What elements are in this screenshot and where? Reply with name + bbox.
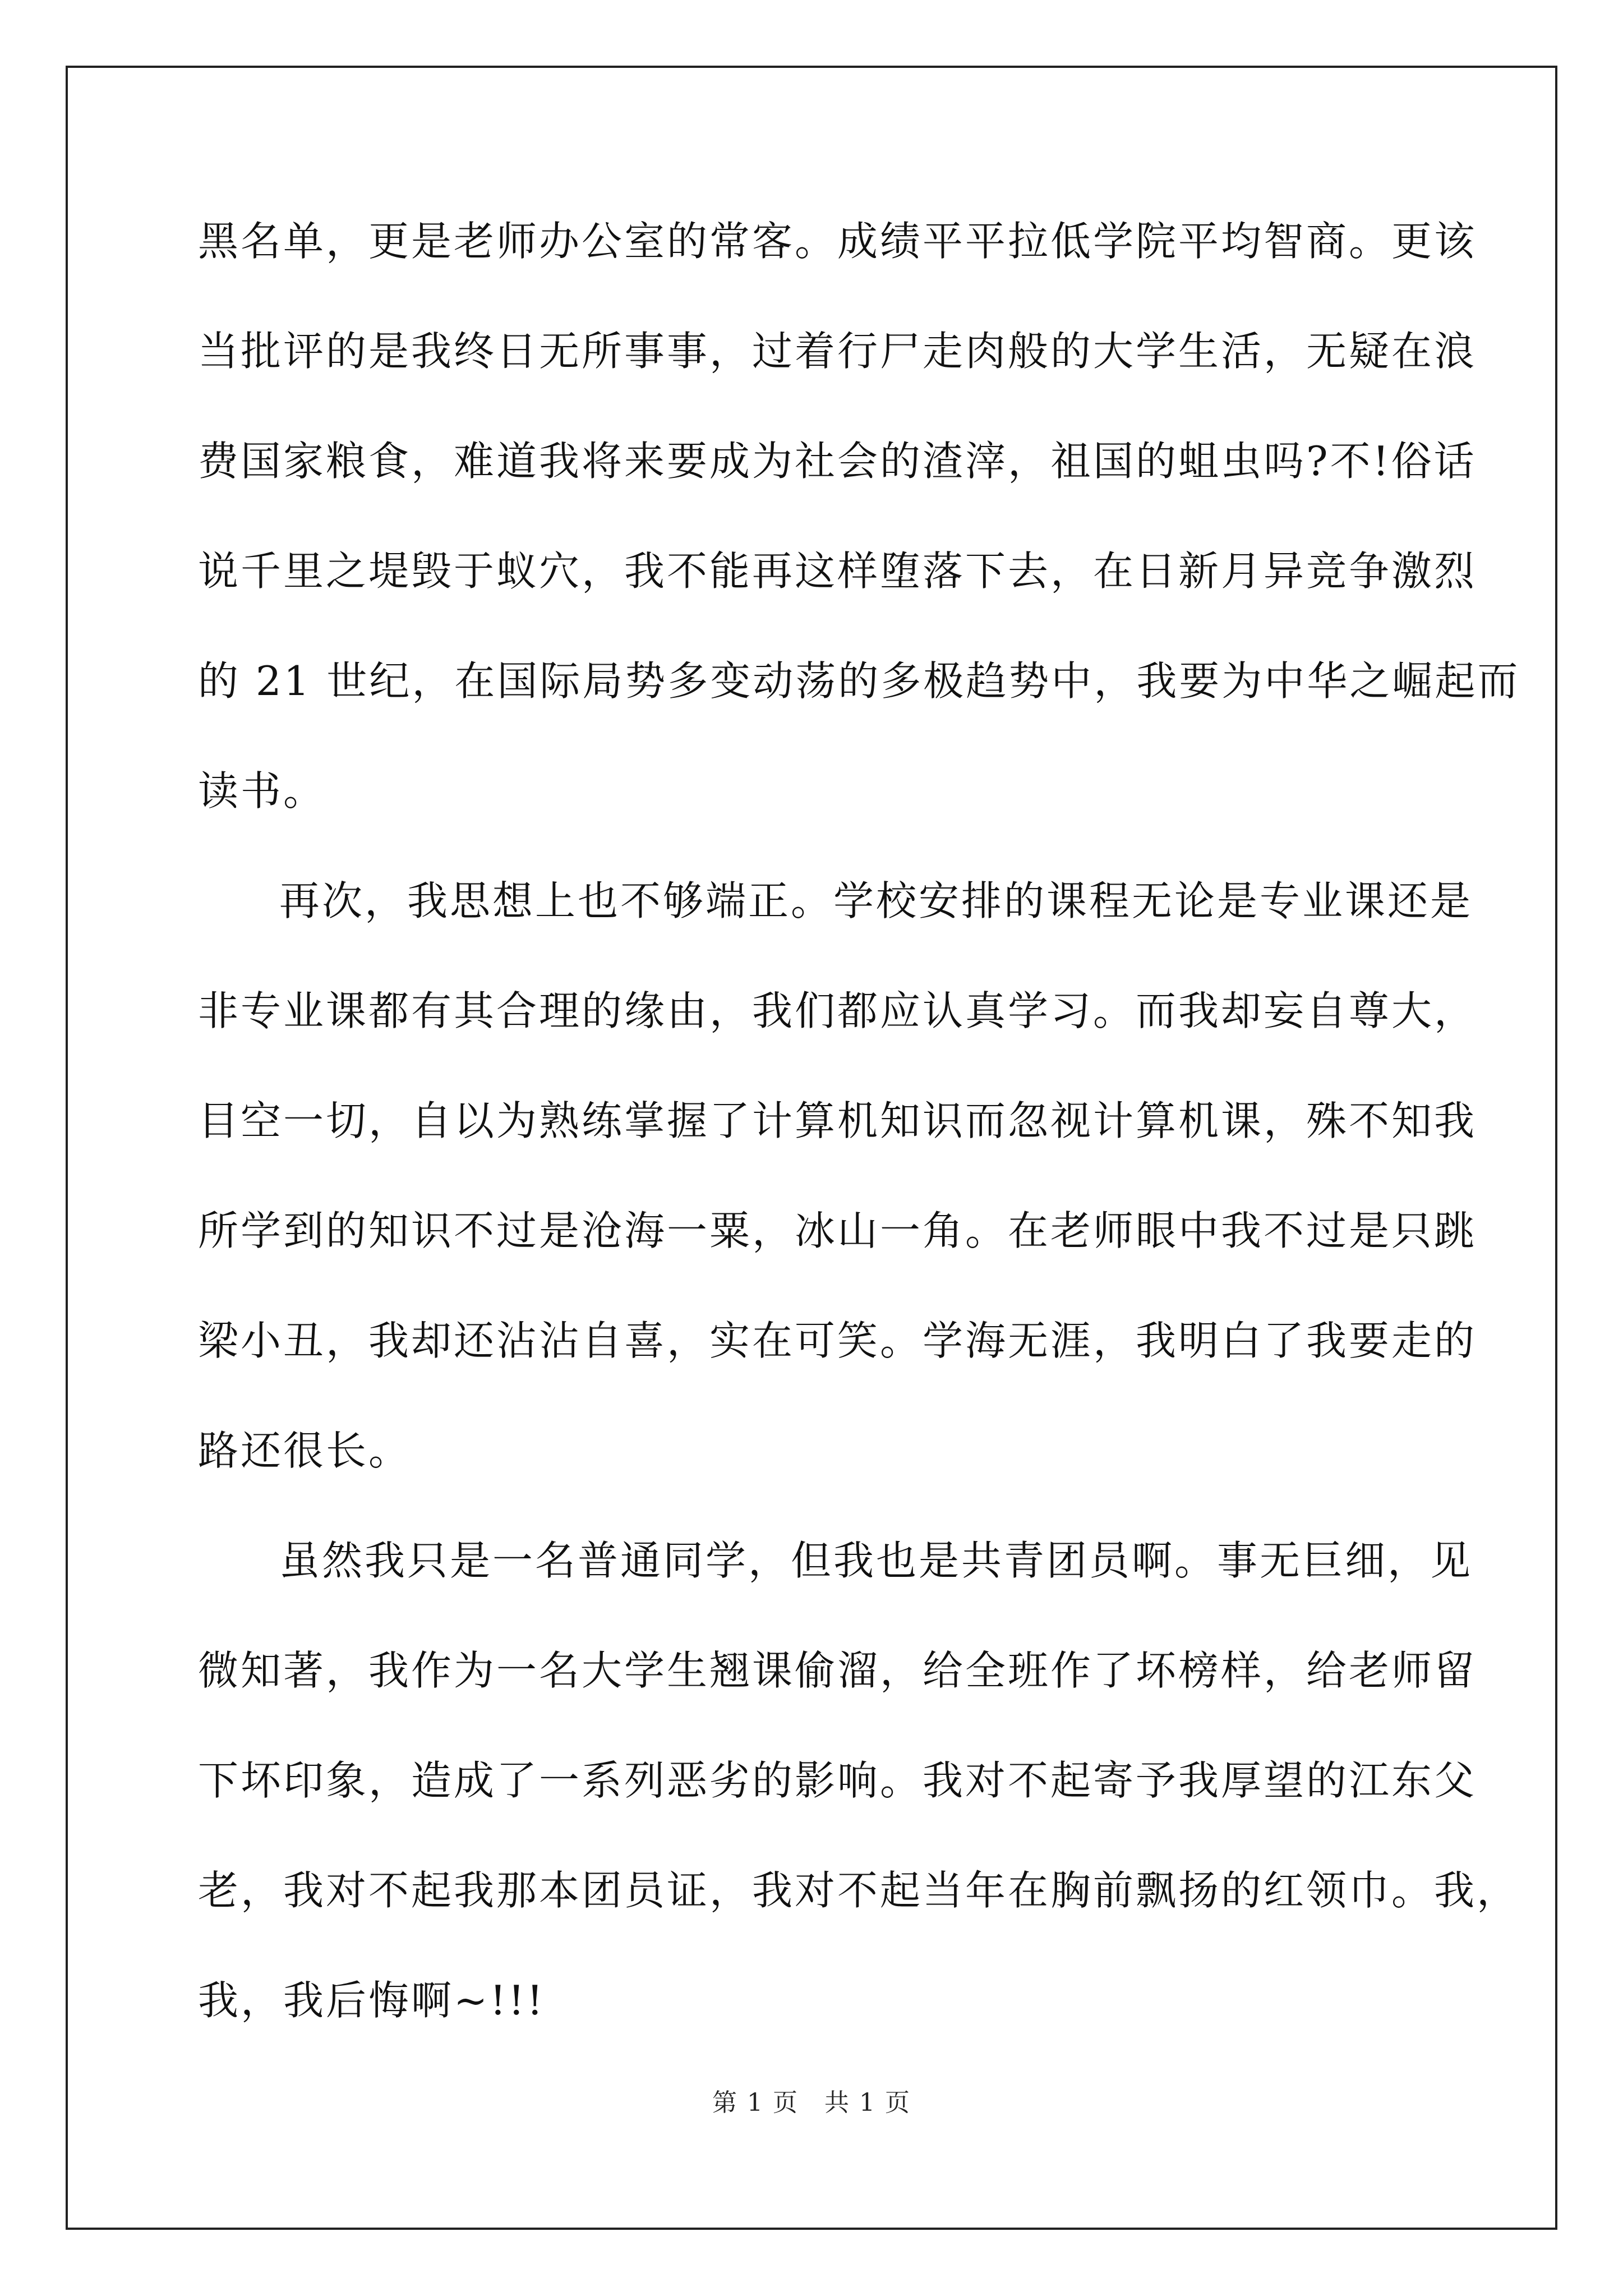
text-line: 目空一切，自以为熟练掌握了计算机知识而忽视计算机课，殊不知我 (198, 1097, 1477, 1144)
text-line: 梁小丑，我却还沾沾自喜，实在可笑。学海无涯，我明白了我要走的 (198, 1317, 1477, 1364)
text-line: 读书。 (198, 767, 326, 815)
text-line: 路还很长。 (198, 1427, 412, 1474)
text-line: 费国家粮食，难道我将来要成为社会的渣滓，祖国的蛆虫吗?不!俗话 (198, 438, 1477, 485)
paragraph-first-line: 虽然我只是一名普通同学，但我也是共青团员啊。事无巨细，见 (279, 1537, 1473, 1584)
page-number-footer: 第 1 页 共 1 页 (712, 2088, 911, 2117)
text-line: 的 21 世纪，在国际局势多变动荡的多极趋势中，我要为中华之崛起而 (198, 657, 1520, 705)
text-line: 我，我后悔啊~!!! (198, 1977, 546, 2024)
text-line: 黑名单，更是老师办公室的常客。成绩平平拉低学院平均智商。更该 (198, 218, 1477, 265)
text-line: 所学到的知识不过是沧海一粟，冰山一角。在老师眼中我不过是只跳 (198, 1207, 1477, 1254)
text-line: 老，我对不起我那本团员证，我对不起当年在胸前飘扬的红领巾。我， (198, 1867, 1520, 1914)
text-line: 非专业课都有其合理的缘由，我们都应认真学习。而我却妄自尊大， (198, 987, 1477, 1034)
text-line: 说千里之堤毁于蚁穴，我不能再这样堕落下去，在日新月异竞争激烈 (198, 547, 1477, 595)
paragraph-first-line: 再次，我思想上也不够端正。学校安排的课程无论是专业课还是 (279, 877, 1473, 924)
text-line: 微知著，我作为一名大学生翘课偷溜，给全班作了坏榜样，给老师留 (198, 1647, 1477, 1694)
document-body (198, 213, 1520, 2082)
text-line: 下坏印象，造成了一系列恶劣的影响。我对不起寄予我厚望的江东父 (198, 1757, 1477, 1804)
text-line: 当批评的是我终日无所事事，过着行尸走肉般的大学生活，无疑在浪 (198, 328, 1477, 375)
